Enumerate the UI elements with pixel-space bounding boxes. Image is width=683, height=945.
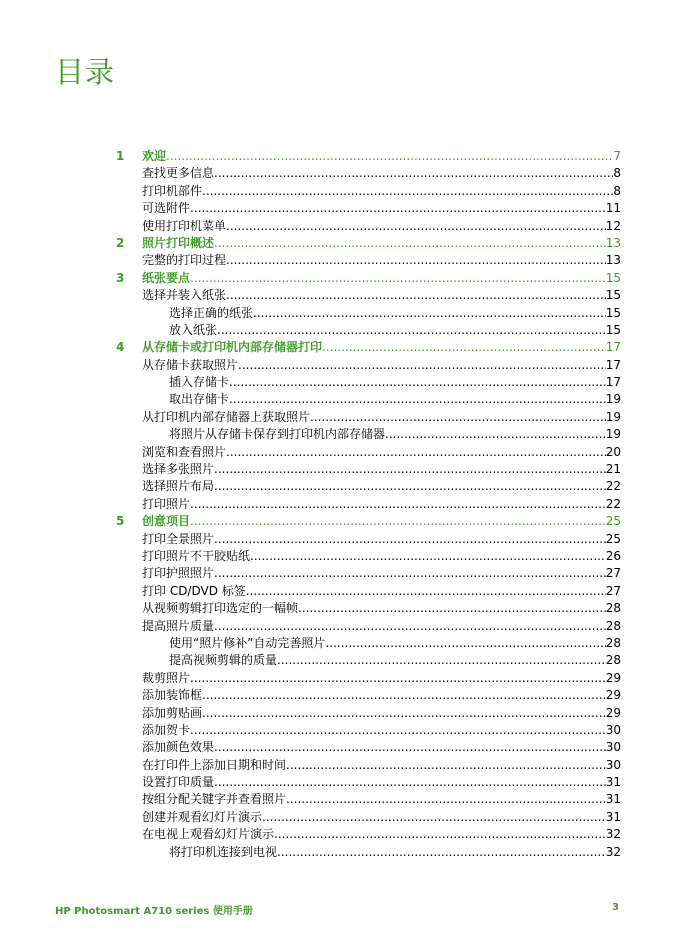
toc-chapter-number: 1 (116, 149, 125, 163)
toc-page-number[interactable]: 13 (605, 235, 621, 250)
toc-chapter-number: 2 (116, 235, 125, 250)
toc-dot-leader (214, 774, 606, 791)
toc-entry[interactable] (113, 687, 624, 704)
toc-page-number[interactable]: 29 (605, 688, 621, 703)
toc-entry-line (169, 635, 621, 652)
toc-dot-leader (214, 478, 606, 495)
toc-dot-leader (190, 496, 606, 513)
toc-entry-line (142, 600, 621, 617)
toc-page-number[interactable]: 20 (605, 444, 621, 459)
toc-entry-line (142, 687, 621, 704)
toc-page-number[interactable]: 15 (605, 288, 621, 303)
toc-entry-line (169, 322, 621, 339)
toc-entry[interactable] (113, 391, 624, 408)
toc-entry-line (142, 200, 621, 217)
toc-page-number[interactable]: 27 (605, 566, 621, 581)
toc-entry-title[interactable]: 取出存储卡 (169, 392, 230, 407)
toc-dot-leader (214, 565, 606, 582)
toc-entry-title[interactable]: 放入纸张 (169, 322, 218, 337)
toc-entry-line (169, 305, 621, 322)
toc-entry-title[interactable]: 插入存储卡 (169, 375, 230, 390)
toc-page-number[interactable]: 11 (605, 201, 621, 216)
toc-entry-title[interactable]: 纸张要点 (142, 270, 191, 285)
toc-page-number[interactable]: 29 (605, 705, 621, 720)
toc-dot-leader (229, 391, 606, 408)
toc-entry[interactable] (113, 165, 624, 182)
toc-entry-line (142, 583, 621, 600)
toc-entry-title[interactable]: 选择并装入纸张 (142, 288, 227, 303)
toc-entry-title[interactable]: 裁剪照片 (142, 670, 191, 685)
toc-page-number[interactable]: 15 (605, 305, 621, 320)
toc-entry-title[interactable]: 添加贺卡 (142, 722, 191, 737)
toc-entry-title[interactable]: 照片打印概述 (142, 235, 215, 250)
toc-entry-title[interactable]: 选择多张照片 (142, 462, 215, 477)
toc-entry-title[interactable]: 设置打印质量 (142, 775, 215, 790)
toc-entry-title[interactable]: 从视频剪辑打印选定的一幅帧 (142, 601, 299, 616)
toc-entry-line (142, 531, 621, 548)
toc-entry-title[interactable]: 创建并观看幻灯片演示 (142, 809, 263, 824)
footer-page-number: 3 (612, 902, 619, 913)
toc-entry[interactable] (113, 218, 624, 235)
toc-entry-line (169, 374, 621, 391)
toc-dot-leader (310, 409, 606, 426)
toc-entry[interactable] (113, 478, 624, 495)
toc-entry-title[interactable]: 从存储卡或打印机内部存储器打印 (142, 340, 323, 355)
toc-page-number[interactable]: 28 (605, 653, 621, 668)
toc-entry-line (169, 426, 621, 443)
toc-page-number[interactable]: 17 (605, 375, 621, 390)
toc-entry-line (142, 357, 621, 374)
toc-dot-leader (190, 270, 606, 287)
toc-entry[interactable] (113, 757, 624, 774)
toc-page-number[interactable]: 15 (605, 270, 621, 285)
toc-dot-leader (214, 531, 606, 548)
toc-dot-leader (190, 513, 606, 530)
toc-dot-leader (217, 322, 606, 339)
toc-entry[interactable] (113, 618, 624, 635)
toc-page-number[interactable]: 31 (605, 775, 621, 790)
toc-entry[interactable] (113, 652, 624, 669)
toc-page-number[interactable]: 22 (605, 496, 621, 511)
toc-entry[interactable] (113, 496, 624, 513)
toc-dot-leader (214, 618, 606, 635)
toc-entry[interactable] (113, 705, 624, 722)
toc-dot-leader (190, 200, 606, 217)
footer-manual-title: HP Photosmart A710 series 使用手册 (55, 906, 253, 917)
toc-page-number[interactable]: 29 (605, 670, 621, 685)
toc-dot-leader (214, 165, 613, 182)
toc-entry[interactable] (113, 635, 624, 652)
toc-entry[interactable] (113, 374, 624, 391)
toc-page-number[interactable]: 30 (605, 740, 621, 755)
toc-page-number[interactable]: 25 (605, 514, 621, 529)
toc-dot-leader (274, 826, 606, 843)
toc-entry-title[interactable]: 使用打印机菜单 (142, 218, 227, 233)
toc-entry-title[interactable]: 打印护照照片 (142, 566, 215, 581)
toc-dot-leader (277, 652, 606, 669)
toc-entry-line (142, 757, 621, 774)
toc-page-number[interactable]: 28 (605, 635, 621, 650)
toc-dot-leader (250, 548, 606, 565)
toc-entry[interactable] (113, 548, 624, 565)
toc-entry-title[interactable]: 可选附件 (142, 201, 191, 216)
toc-dot-leader (190, 670, 606, 687)
toc-entry-title[interactable]: 提高视频剪辑的质量 (169, 653, 278, 668)
page-title: 目录 (55, 55, 116, 89)
toc-entry-title[interactable]: 打印 CD/DVD 标签 (142, 583, 246, 598)
toc-entry[interactable] (113, 200, 624, 217)
toc-entry[interactable] (113, 844, 624, 861)
toc-page-number[interactable]: 17 (605, 340, 621, 355)
toc-entry[interactable] (113, 722, 624, 739)
toc-page-number[interactable]: 12 (605, 218, 621, 233)
toc-page-number[interactable]: 31 (605, 809, 621, 824)
toc-entry-line (142, 409, 621, 426)
toc-entry[interactable] (113, 183, 624, 200)
toc-dot-leader (202, 183, 613, 200)
toc-entry-line (142, 444, 621, 461)
toc-chapter-number: 5 (116, 514, 125, 529)
toc-dot-leader (322, 339, 606, 356)
toc-entry-line (142, 565, 621, 582)
toc-dot-leader (202, 687, 606, 704)
toc-entry-line (142, 809, 621, 826)
toc-dot-leader (214, 739, 606, 756)
toc-entry-title[interactable]: 从存储卡获取照片 (142, 357, 239, 372)
toc-entry-line (142, 339, 621, 356)
toc-page-number[interactable]: 19 (605, 427, 621, 442)
toc-entry[interactable] (113, 565, 624, 582)
toc-page-number[interactable]: 30 (605, 757, 621, 772)
toc-dot-leader (325, 635, 605, 652)
toc-dot-leader (286, 791, 606, 808)
toc-entry[interactable] (113, 252, 624, 269)
toc-entry[interactable] (113, 357, 624, 374)
toc-page-number[interactable]: 31 (605, 792, 621, 807)
toc-page-number[interactable]: 30 (605, 722, 621, 737)
toc-chapter-entry[interactable] (113, 339, 624, 356)
toc-entry[interactable] (113, 322, 624, 339)
toc-chapter-entry[interactable] (113, 235, 624, 252)
toc-page-number[interactable]: 25 (605, 531, 621, 546)
toc-dot-leader (238, 357, 606, 374)
toc-dot-leader (226, 444, 606, 461)
toc-chapter-entry[interactable] (113, 270, 624, 287)
toc-entry[interactable] (113, 409, 624, 426)
toc-entry-line (142, 183, 621, 200)
toc-entry-title[interactable]: 打印照片不干胶贴纸 (142, 548, 251, 563)
toc-dot-leader (226, 287, 606, 304)
toc-entry[interactable] (113, 670, 624, 687)
toc-entry-title[interactable]: 提高照片质量 (142, 618, 215, 633)
toc-page-number[interactable]: 15 (605, 322, 621, 337)
toc-entry-line (142, 618, 621, 635)
toc-entry-title[interactable]: 添加装饰框 (142, 688, 203, 703)
toc-entry[interactable] (113, 583, 624, 600)
toc-entry[interactable] (113, 826, 624, 843)
toc-page-number[interactable]: 19 (605, 392, 621, 407)
toc-entry-line (142, 513, 621, 530)
toc-page-number[interactable]: 32 (605, 844, 621, 859)
toc-page-number[interactable]: 17 (605, 357, 621, 372)
toc-entry-line (142, 548, 621, 565)
toc-entry-line (142, 826, 621, 843)
toc-page-number[interactable]: 26 (605, 548, 621, 563)
toc-dot-leader (214, 461, 606, 478)
toc-entry-line (142, 791, 621, 808)
toc-entry-line (142, 218, 621, 235)
table-of-contents (113, 148, 624, 861)
toc-entry-title[interactable]: 在电视上观看幻灯片演示 (142, 827, 275, 842)
toc-entry[interactable] (113, 600, 624, 617)
toc-chapter-entry[interactable] (113, 513, 624, 530)
toc-entry[interactable] (113, 426, 624, 443)
toc-dot-leader (226, 252, 606, 269)
toc-dot-leader (277, 844, 606, 861)
toc-entry-title[interactable]: 使用“照片修补”自动完善照片 (169, 635, 326, 650)
toc-entry-title[interactable]: 选择照片布局 (142, 479, 215, 494)
toc-page-number[interactable]: 32 (605, 827, 621, 842)
toc-entry-line (142, 461, 621, 478)
toc-page-number[interactable]: 13 (605, 253, 621, 268)
toc-entry-title[interactable]: 打印照片 (142, 496, 191, 511)
toc-entry-line (142, 478, 621, 495)
toc-dot-leader (246, 583, 606, 600)
toc-page-number[interactable]: 7 (613, 149, 621, 163)
toc-entry[interactable] (113, 305, 624, 322)
toc-page-number[interactable]: 8 (613, 183, 621, 198)
toc-entry-line (169, 652, 621, 669)
toc-entry-title[interactable]: 从打印机内部存储器上获取照片 (142, 409, 311, 424)
toc-entry-line (142, 287, 621, 304)
toc-entry-line (142, 165, 621, 182)
toc-entry-line (142, 705, 621, 722)
toc-entry-line (169, 391, 621, 408)
toc-dot-leader (190, 722, 606, 739)
toc-entry-line (142, 235, 621, 252)
toc-entry-title[interactable]: 选择正确的纸张 (169, 305, 254, 320)
toc-dot-leader (298, 600, 606, 617)
toc-entry-line (142, 722, 621, 739)
toc-entry-line (142, 774, 621, 791)
toc-entry-line (142, 270, 621, 287)
toc-entry-line (142, 148, 621, 165)
toc-entry[interactable] (113, 791, 624, 808)
toc-chapter-entry[interactable] (113, 148, 624, 165)
toc-entry[interactable] (113, 531, 624, 548)
toc-page-number[interactable]: 21 (605, 462, 621, 477)
toc-entry-title[interactable]: 在打印件上添加日期和时间 (142, 757, 287, 772)
toc-dot-leader (253, 305, 606, 322)
toc-entry-title[interactable]: 将照片从存储卡保存到打印机内部存储器 (169, 427, 386, 442)
toc-entry-title[interactable]: 查找更多信息 (142, 166, 215, 181)
toc-page-number[interactable]: 19 (605, 409, 621, 424)
toc-dot-leader (385, 426, 606, 443)
toc-entry-title[interactable]: 完整的打印过程 (142, 253, 227, 268)
toc-page-number[interactable]: 27 (605, 583, 621, 598)
toc-dot-leader (226, 218, 606, 235)
toc-entry-title[interactable]: 打印机部件 (142, 183, 203, 198)
toc-entry-title[interactable]: 添加剪贴画 (142, 705, 203, 720)
toc-entry-title[interactable]: 按组分配关键字并查看照片 (142, 792, 287, 807)
toc-entry-line (142, 252, 621, 269)
toc-dot-leader (286, 757, 606, 774)
toc-dot-leader (202, 705, 606, 722)
toc-entry[interactable] (113, 444, 624, 461)
toc-entry-title[interactable]: 添加颜色效果 (142, 740, 215, 755)
toc-entry-title[interactable]: 创意项目 (142, 514, 191, 529)
toc-chapter-number: 4 (116, 340, 125, 355)
toc-entry-title[interactable]: 浏览和查看照片 (142, 444, 227, 459)
toc-entry[interactable] (113, 809, 624, 826)
toc-entry-title[interactable]: 打印全景照片 (142, 531, 215, 546)
toc-dot-leader (166, 148, 613, 165)
toc-entry[interactable] (113, 774, 624, 791)
toc-entry[interactable] (113, 461, 624, 478)
toc-entry-line (142, 496, 621, 513)
toc-entry-line (169, 844, 621, 861)
toc-page-number[interactable]: 28 (605, 618, 621, 633)
toc-page-number[interactable]: 8 (613, 166, 621, 181)
toc-dot-leader (229, 374, 606, 391)
toc-entry-line (142, 670, 621, 687)
toc-entry-title[interactable]: 欢迎 (142, 149, 167, 163)
toc-entry[interactable] (113, 287, 624, 304)
toc-dot-leader (262, 809, 606, 826)
toc-chapter-number: 3 (116, 270, 125, 285)
toc-page-number[interactable]: 22 (605, 479, 621, 494)
toc-dot-leader (214, 235, 606, 252)
toc-entry-line (142, 739, 621, 756)
toc-entry-title[interactable]: 将打印机连接到电视 (169, 844, 278, 859)
toc-entry[interactable] (113, 739, 624, 756)
toc-page-number[interactable]: 28 (605, 601, 621, 616)
